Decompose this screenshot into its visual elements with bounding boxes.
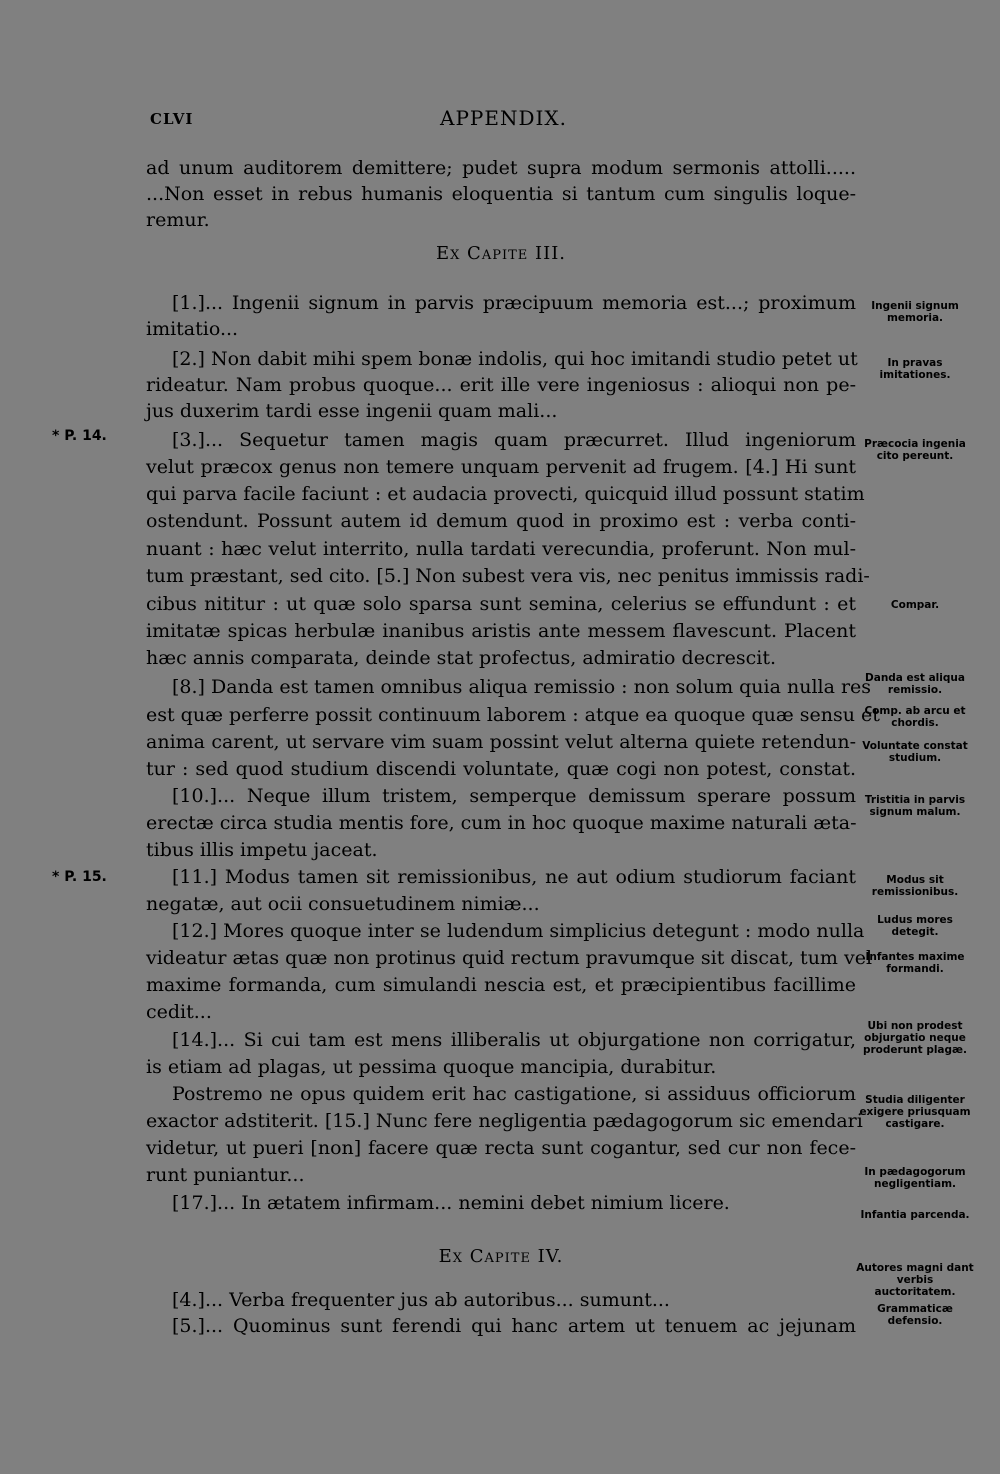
text-line: maxime formanda, cum simulandi nescia est, et præcipientibus facillime — [146, 974, 856, 996]
text-line: jus duxerim tardi esse ingenii quam mali... — [146, 400, 558, 422]
text-line: negatæ, aut ocii consuetudinem nimiæ... — [146, 893, 540, 915]
text-line: is etiam ad plagas, ut pessima quoque mancipia, durabitur. — [146, 1056, 717, 1078]
margin-note: Voluntate constat studium. — [862, 740, 968, 764]
margin-note: Grammaticæ defensio. — [877, 1303, 953, 1327]
margin-note: Comp. ab arcu et chordis. — [864, 705, 966, 729]
margin-note: Ludus mores detegit. — [877, 914, 953, 938]
page-reference: * P. 15. — [52, 869, 107, 885]
text-line: est quæ perferre possit continuum laborem : atque ea quoque quæ sensu et — [146, 704, 880, 726]
text-line: tur : sed quod studium discendi voluntate, quæ cogi non potest, constat. — [146, 758, 856, 780]
text-line: [1.]... Ingenii signum in parvis præcipuum memoria est...; proximum — [172, 292, 856, 314]
text-line: remur. — [146, 209, 210, 231]
text-line: [2.] Non dabit mihi spem bonæ indolis, qui hoc imitandi studio petet ut — [172, 348, 858, 370]
text-line: cedit... — [146, 1001, 212, 1023]
margin-note: Danda est aliqua remissio. — [865, 672, 965, 696]
text-line: hæc annis comparata, deinde stat profectus, admiratio decrescit. — [146, 647, 777, 669]
text-line: tibus illis impetu jaceat. — [146, 839, 378, 861]
margin-note: Præcocia ingenia cito pereunt. — [864, 438, 966, 462]
text-line: imitatio... — [146, 318, 239, 340]
chapter-heading: Ex Capite IV. — [438, 1246, 564, 1267]
text-line: ...Non esset in rebus humanis eloquentia si tantum cum singulis loque- — [146, 183, 856, 205]
margin-note: Ingenii signum memoria. — [871, 300, 959, 324]
margin-note: Tristitia in parvis signum malum. — [864, 794, 966, 818]
text-line: velut præcox genus non temere unquam pervenit ad frugem. [4.] Hi sunt — [146, 456, 856, 478]
text-line: [4.]... Verba frequenter jus ab autoribus... sumunt... — [172, 1289, 670, 1311]
margin-note: Modus sit remissionibus. — [871, 874, 959, 898]
text-line: rideatur. Nam probus quoque... erit ille vere ingeniosus : alioqui non pe- — [146, 374, 856, 396]
text-line: [5.]... Quominus sunt ferendi qui hanc artem ut tenuem ac jejunam — [172, 1315, 856, 1337]
text-line: [8.] Danda est tamen omnibus aliqua remissio : non solum quia nulla res — [172, 676, 872, 698]
text-line: imitatæ spicas herbulæ inanibus aristis ante messem flavescunt. Placent — [146, 620, 856, 642]
text-line: exactor adstiterit. [15.] Nunc fere negligentia pædagogorum sic emendari — [146, 1110, 863, 1132]
text-line: qui parva facile faciunt : et audacia provecti, quicquid illud possunt statim — [146, 483, 865, 505]
text-line: cibus nititur : ut quæ solo sparsa sunt semina, celerius se effundunt : et — [146, 593, 856, 615]
text-line: anima carent, ut servare vim suam possint velut alterna quiete retendun- — [146, 731, 856, 753]
text-line: videatur ætas quæ non protinus quid rectum pravumque sit discat, tum vel — [146, 947, 873, 969]
folio-number: CLVI — [150, 110, 194, 128]
margin-note: Autores magni dant verbis auctoritatem. — [856, 1262, 974, 1298]
margin-note: In pravas imitationes. — [879, 357, 951, 381]
text-line: tum præstant, sed cito. [5.] Non subest vera vis, nec penitus immissis radi- — [146, 565, 870, 587]
text-line: erectæ circa studia mentis fore, cum in hoc quoque maxime naturali æta- — [146, 812, 857, 834]
text-line: [17.]... In ætatem infirmam... nemini debet nimium licere. — [172, 1192, 730, 1214]
chapter-heading: Ex Capite III. — [435, 243, 567, 264]
text-line: ad unum auditorem demittere; pudet supra modum sermonis attolli..... — [146, 157, 856, 179]
text-line: runt puniantur... — [146, 1164, 305, 1186]
text-line: [3.]... Sequetur tamen magis quam præcurret. Illud ingeniorum — [172, 429, 856, 451]
page-reference: * P. 14. — [52, 428, 107, 444]
text-line: [11.] Modus tamen sit remissionibus, ne aut odium studiorum faciant — [172, 866, 856, 888]
text-line: videtur, ut pueri [non] facere quæ recta sunt cogantur, sed cur non fece- — [146, 1137, 856, 1159]
text-line: nuant : hæc velut interrito, nulla tardati verecundia, proferunt. Non mul- — [146, 538, 856, 560]
margin-note: Infantia parcenda. — [860, 1209, 970, 1221]
margin-note: Infantes maxime formandi. — [865, 951, 965, 975]
text-line: ostendunt. Possunt autem id demum quod in proximo est : verba conti- — [146, 510, 856, 532]
text-line: [12.] Mores quoque inter se ludendum simplicius detegunt : modo nulla — [172, 920, 865, 942]
margin-note: In pædagogorum negligentiam. — [864, 1166, 966, 1190]
text-line: [14.]... Si cui tam est mens illiberalis ut objurgatione non corrigatur, — [172, 1029, 856, 1051]
text-line: Postremo ne opus quidem erit hac castigatione, si assiduus officiorum — [172, 1083, 856, 1105]
margin-note: Ubi non prodest objurgatio neque proderunt plagæ. — [862, 1020, 968, 1056]
running-title: APPENDIX. — [440, 106, 567, 130]
margin-note: Compar. — [890, 599, 940, 611]
text-line: [10.]... Neque illum tristem, semperque demissum sperare possum — [172, 785, 856, 807]
margin-note: Studia diligenter exigere priusquam castigare. — [859, 1094, 971, 1130]
